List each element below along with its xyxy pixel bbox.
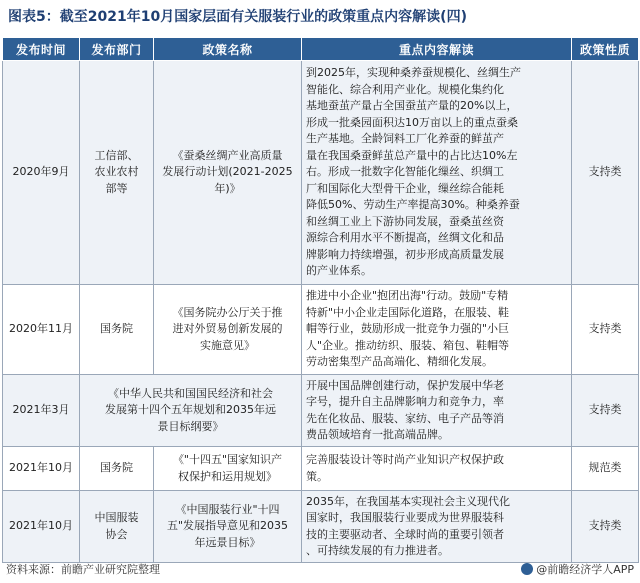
cell-policy-name: 《蚕桑丝绸产业高质量 发展行动计划(2021-2025 年)》	[154, 61, 302, 285]
cell-nature: 支持类	[572, 491, 639, 563]
cell-date: 2020年11月	[3, 285, 80, 375]
cell-nature: 支持类	[572, 375, 639, 447]
cell-date: 2020年9月	[3, 61, 80, 285]
table-row	[3, 491, 639, 563]
cell-policy-name: 《中华人民共和国国民经济和社会 发展第十四个五年规划和2035年远 景目标纲要》	[80, 375, 302, 447]
column-header-nature: 政策性质	[572, 38, 639, 61]
cell-date: 2021年3月	[3, 375, 80, 447]
cell-content: 开展中国品牌创建行动，保护发展中华老 字号，提升自主品牌影响力和竞争力，率 先在化妆品、服装、家纺、电子产品等消 费品领域培育一批高端品牌。	[302, 375, 572, 447]
cell-nature: 规范类	[572, 447, 639, 491]
cell-dept: 国务院	[80, 285, 154, 375]
column-header-content: 重点内容解读	[302, 38, 572, 61]
cell-content: 完善服装设计等时尚产业知识产权保护政 策。	[302, 447, 572, 491]
column-header-name: 政策名称	[154, 38, 302, 61]
brand-credit	[521, 560, 634, 580]
cell-content: 推进中小企业"抱团出海"行动。鼓励"专精 特新"中小企业走国际化道路，在服装、鞋 帽等行业，鼓励形成一批竞争力强的"小巨 人"企业。推动纺织、服装、箱包、鞋帽等 劳动密集型产品高端化、精细化发展。	[302, 285, 572, 375]
table-row	[3, 285, 639, 375]
policy-table	[2, 37, 639, 563]
cell-policy-name: 《中国服装行业"十四 五"发展指导意见和2035 年远景目标》	[154, 491, 302, 563]
cell-nature: 支持类	[572, 285, 639, 375]
table-header-row	[3, 38, 639, 61]
cell-content: 2035年，在我国基本实现社会主义现代化 国家时，我国服装行业要成为世界服装科 技的主要驱动者、全球时尚的重要引领者 、可持续发展的有力推进者。	[302, 491, 572, 563]
footer	[0, 560, 640, 580]
cell-dept: 国务院	[80, 447, 154, 491]
cell-date: 2021年10月	[3, 447, 80, 491]
cell-dept: 工信部、 农业农村 部等	[80, 61, 154, 285]
table-row	[3, 375, 639, 447]
source-note: 资料来源：前瞻产业研究院整理	[6, 563, 160, 576]
column-header-date: 发布时间	[3, 38, 80, 61]
cell-policy-name: 《"十四五"国家知识产 权保护和运用规划》	[154, 447, 302, 491]
page-title: 图表5：截至2021年10月国家层面有关服装行业的政策重点内容解读(四)	[8, 9, 467, 25]
cell-policy-name: 《国务院办公厅关于推 进对外贸易创新发展的 实施意见》	[154, 285, 302, 375]
brand-logo-icon	[521, 563, 533, 575]
cell-dept: 中国服装 协会	[80, 491, 154, 563]
cell-nature: 支持类	[572, 61, 639, 285]
table-row	[3, 447, 639, 491]
table-row	[3, 61, 639, 285]
brand-label: @前瞻经济学人APP	[536, 563, 634, 576]
cell-content: 到2025年，实现种桑养蚕规模化、丝绸生产 智能化、综合利用产业化。规模化集约化 基地蚕茧产量占全国蚕茧产量的20%以上， 形成一批桑园面积达10万亩以上的重点蚕桑 生产基地。全龄饲料工厂化养蚕的鲜茧产 量在我国桑蚕鲜茧总产量中的占比达10%左 右。形成一批数字化智能化缫丝、织绸工 厂和国际化大型骨干企业，缫丝综合能耗 降低50%、劳动生产率提高30%。种桑养蚕 和丝绸工业上下游协同发展，蚕桑茧丝资 源综合利用水平不断提高，丝绸文化和品 牌影响力持续增强，初步形成高质量发展 的产业体系。	[302, 61, 572, 285]
column-header-dept: 发布部门	[80, 38, 154, 61]
cell-date: 2021年10月	[3, 491, 80, 563]
